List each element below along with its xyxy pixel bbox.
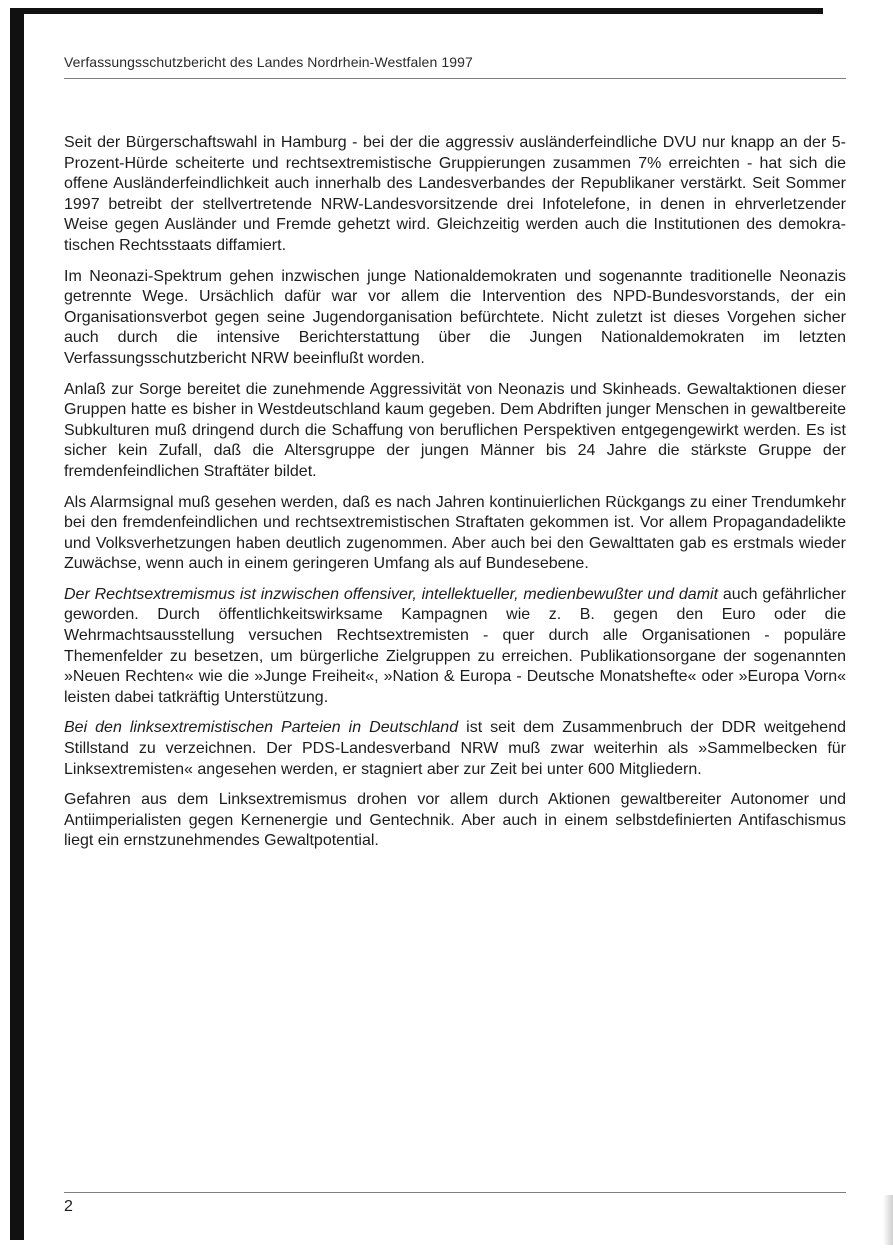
- paragraph-1: Seit der Bürgerschaftswahl in Hamburg - bei der die aggressiv ausländerfeindliche DVU nur knapp an der 5-Prozent-Hürde scheiterte und rechtsextremistische Gruppierungen zusammen 7% erreichten - hat sich die offene Ausländerfeindlichkeit auch innerhalb des Landesverbandes der Republikaner verstärkt. Seit Sommer 1997 betreibt der stellvertretende NRW-Landesvorsitzende drei Infotelefone, in denen in ehrverletzender Weise gegen Ausländer und Fremde gehetzt wird. Gleichzeitig werden auch die Institutionen des demokratischen Rechtsstaats diffamiert.: [64, 134, 846, 254]
- footer-rule: [64, 1192, 846, 1193]
- scan-border-left: [10, 8, 24, 1240]
- running-head: Verfassungsschutzbericht des Landes Nordrhein-Westfalen 1997: [64, 54, 473, 70]
- paragraph-2: Im Neonazi-Spektrum gehen inzwischen junge Nationaldemokraten und sogenannte traditionelle Neonazis getrennte Wege. Ursächlich dafür war vor allem die Intervention des NPD-Bundesvorstands, der ein Organisationsverbot gegen seine Jugendorganisation befürchtete. Nicht zuletzt ist dieses Vorgehen sicher auch durch die intensive Berichterstattung über die Jungen Nationaldemokraten im letzten Verfassungsschutzbericht NRW beeinflußt worden.: [64, 267, 846, 367]
- scan-edge-shadow: [883, 1195, 893, 1245]
- italic-lead: Bei den linksextremistischen Parteien in Deutschland: [64, 719, 459, 737]
- paragraph-6: Bei den linksextremistischen Parteien in Deutschland ist seit dem Zusammenbruch der DDR weitgehend Stillstand zu verzeichnen. Der PDS-Landesverband NRW muß zwar weiterhin als »Sammelbecken für Linksextremisten« angesehen werden, er stagniert aber zur Zeit bei unter 600 Mitgliedern.: [64, 719, 846, 778]
- header-rule: [64, 78, 846, 79]
- paragraph-3: Anlaß zur Sorge bereitet die zunehmende Aggressivität von Neonazis und Skinheads. Gewaltaktionen dieser Gruppen hatte es bisher in Westdeutschland kaum gegeben. Dem Abdriften junger Menschen in gewaltbereite Subkulturen muß dringend durch die Schaffung von beruflichen Perspektiven entgegengewirkt werden. Es ist sicher kein Zufall, daß die Altersgruppe der jungen Männer bis 24 Jahre die stärkste Gruppe der fremdenfeindlichen Straftäter bildet.: [64, 380, 846, 480]
- paragraph-4: Als Alarmsignal muß gesehen werden, daß es nach Jahren kontinuierlichen Rückgangs zu einer Trendumkehr bei den fremdenfeindlichen und rechtsextremistischen Straftaten gekommen ist. Vor allem Propagandadelikte und Volksverhetzungen haben deutlich zugenommen. Aber auch bei den Gewalttaten gab es erstmals wieder Zuwächse, wenn auch in einem geringeren Umfang als auf Bundesebene.: [64, 493, 846, 573]
- italic-lead: Der Rechtsextremismus ist inzwischen offensiver, intellektueller, medienbewußter und damit: [64, 585, 719, 603]
- paragraph-7: Gefahren aus dem Linksextremismus drohen vor allem durch Aktionen gewaltbereiter Autonomer und Antiimperialisten gegen Kernenergie und Gentechnik. Aber auch in einem selbstdefinierten Antifaschismus liegt ein ernstzunehmendes Gewaltpotential.: [64, 791, 846, 850]
- body-text: [64, 133, 846, 862]
- page-number: 2: [64, 1198, 73, 1215]
- paragraph-5: Der Rechtsextremismus ist inzwischen offensiver, intellektueller, medienbewußter und damit auch gefährlicher geworden. Durch öffentlichkeitswirksame Kampagnen wie z. B. gegen den Euro oder die Wehrmachtsausstellung versuchen Rechtsextremisten - quer durch alle Organisationen - populäre Themenfelder zu besetzen, um bürgerliche Zielgruppen zu erreichen. Publikationsorgane der sogenannten »Neuen Rechten« wie die »Junge Freiheit«, »Nation & Europa - Deutsche Monatshefte« oder »Europa Vorn« leisten dabei tatkräftig Unterstützung.: [64, 585, 847, 706]
- scan-border-top: [10, 8, 823, 14]
